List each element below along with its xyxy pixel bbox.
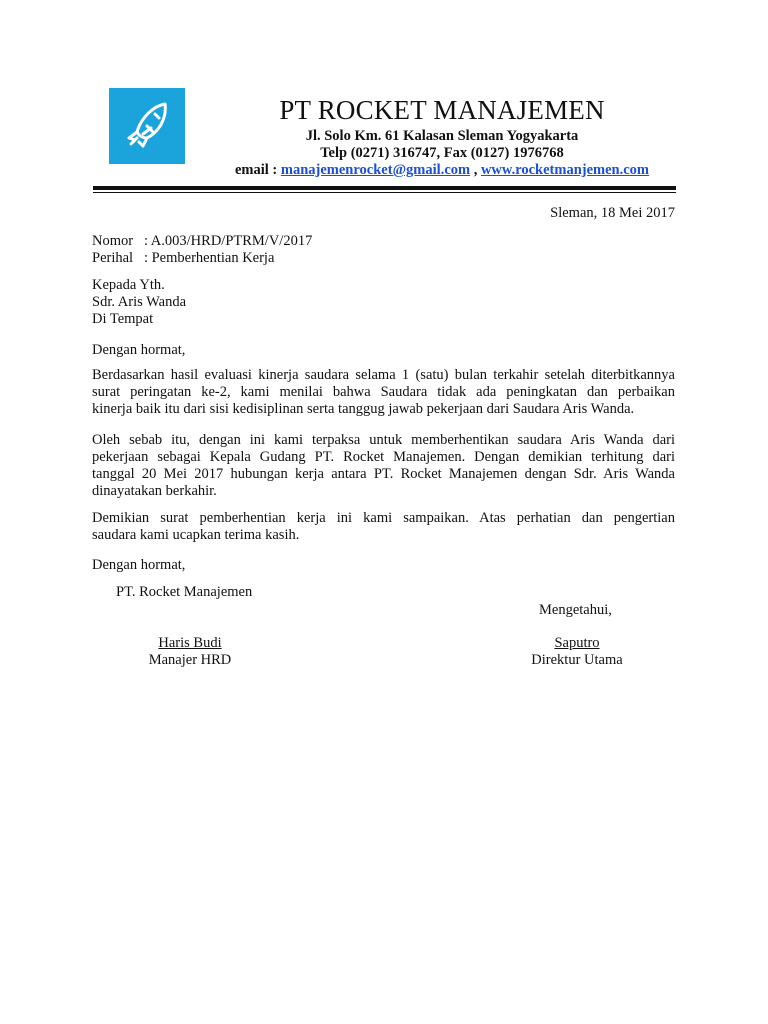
paragraph-line: saudara kami ucapkan terima kasih. xyxy=(92,527,300,543)
paragraph-closing xyxy=(92,510,675,544)
acknowledged-label: Mengetahui, xyxy=(539,602,612,618)
contact-separator: , xyxy=(470,162,481,178)
signature-left xyxy=(120,635,260,669)
sender-company: PT. Rocket Manajemen xyxy=(116,584,253,600)
paragraph-line: Berdasarkan hasil evaluasi kinerja saudara selama 1 (satu) bulan terkahir setelah diterbitkannya xyxy=(92,367,675,383)
signature-right xyxy=(507,635,647,669)
paragraph-termination xyxy=(92,432,675,500)
paragraph-line: Oleh sebab itu, dengan ini kami terpaksa untuk memberhentikan saudara Aris Wanda dari xyxy=(92,432,675,448)
signatory-name: Haris Budi xyxy=(158,635,222,651)
company-contact xyxy=(0,162,768,179)
paragraph-line: dinayatakan berkahir. xyxy=(92,483,217,499)
letter-meta xyxy=(92,233,675,267)
paragraph-evaluation xyxy=(92,367,675,418)
signatory-title: Manajer HRD xyxy=(148,652,232,668)
recipient-location: Di Tempat xyxy=(92,311,154,327)
greeting: Dengan hormat, xyxy=(92,342,186,358)
recipient-salutation: Kepada Yth. xyxy=(92,277,165,293)
letter-number: Nomor : A.003/HRD/PTRM/V/2017 xyxy=(92,233,313,249)
signatory-name: Saputro xyxy=(554,635,600,651)
place-date: Sleman, 18 Mei 2017 xyxy=(550,205,675,221)
email-link[interactable]: manajemenrocket@gmail.com xyxy=(280,162,471,178)
website-link[interactable]: www.rocketmanjemen.com xyxy=(480,162,650,178)
paragraph-line: Demikian surat pemberhentian kerja ini kami sampaikan. Atas perhatian dan pengertian xyxy=(92,510,675,526)
company-name: PT ROCKET MANAJEMEN xyxy=(279,95,605,125)
recipient-block xyxy=(92,277,675,328)
company-address: Jl. Solo Km. 61 Kalasan Sleman Yogyakarta xyxy=(305,128,579,144)
paragraph-line: pekerjaan sebagai Kepala Gudang PT. Rocket Manajemen. Dengan demikian terhitung dari xyxy=(92,449,675,465)
letter-subject: Perihal : Pemberhentian Kerja xyxy=(92,250,275,266)
paragraph-line: tanggal 20 Mei 2017 hubungan kerja antara PT. Rocket Manajemen dengan Sdr. Aris Wanda xyxy=(92,466,675,482)
paragraph-line: kinerja baik itu dari sisi kedisiplinan serta tanggug jawab pekerjaan dari Saudara Aris Wanda. xyxy=(92,401,635,417)
closing-salutation: Dengan hormat, xyxy=(92,557,186,573)
letterhead-rule-thick xyxy=(93,186,676,190)
signatory-title: Direktur Utama xyxy=(531,652,623,668)
recipient-name: Sdr. Aris Wanda xyxy=(92,294,187,310)
paragraph-line: surat peringatan ke-2, kami menilai bahwa Saudara tidak ada peningkatan dan perbaikan xyxy=(92,384,675,400)
company-phone: Telp (0271) 316747, Fax (0127) 1976768 xyxy=(320,145,564,161)
letterhead-rule-thin xyxy=(93,192,676,193)
email-label: email : xyxy=(234,162,281,178)
